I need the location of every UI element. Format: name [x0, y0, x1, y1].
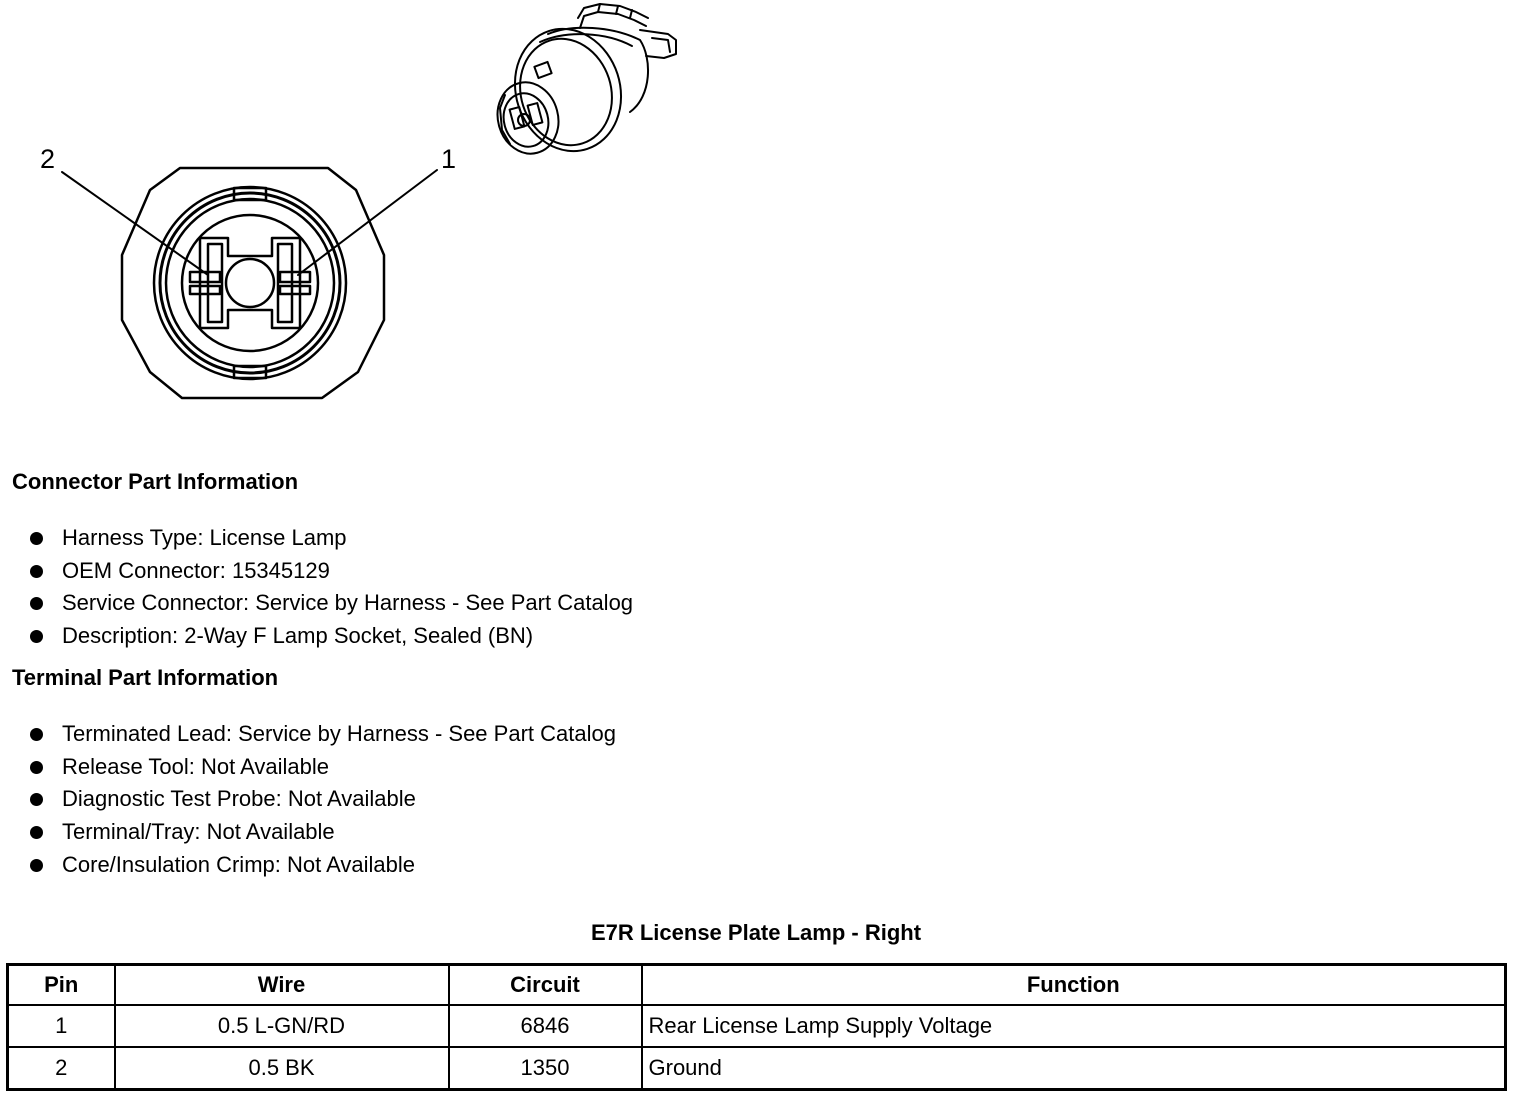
leader-line-2 [62, 172, 208, 275]
list-item [28, 751, 616, 784]
cell-wire: 0.5 L-GN/RD [115, 1005, 449, 1047]
list-item [28, 620, 633, 653]
terminal-part-info-list [28, 718, 616, 881]
bullet-icon [30, 630, 43, 643]
list-item-text: Release Tool: Not Available [62, 753, 330, 779]
bullet-icon [30, 532, 43, 545]
cell-circuit: 1350 [449, 1047, 642, 1090]
cell-pin: 1 [8, 1005, 115, 1047]
table-header-row [8, 965, 1506, 1006]
list-item-text: Diagnostic Test Probe: Not Available [62, 786, 416, 812]
list-item-text: OEM Connector: 15345129 [62, 557, 330, 583]
list-item-text: Description: 2-Way F Lamp Socket, Sealed (BN) [62, 623, 534, 649]
pin-table [6, 963, 1507, 1091]
connector-part-info-heading: Connector Part Information [12, 469, 299, 494]
list-item [28, 849, 616, 882]
list-item [28, 587, 633, 620]
list-item-text: Terminated Lead: Service by Harness - See Part Catalog [62, 721, 616, 746]
connector-face-view [122, 168, 384, 398]
list-item [28, 522, 633, 555]
list-item-text: Terminal/Tray: Not Available [62, 819, 335, 845]
pin-table-title: E7R License Plate Lamp - Right [590, 920, 922, 945]
cell-wire: 0.5 BK [115, 1047, 449, 1090]
list-item-text: Service Connector: Service by Harness - See Part Catalog [62, 590, 634, 616]
connector-diagram [0, 0, 760, 430]
table-row [8, 1005, 1506, 1047]
table-row [8, 1047, 1506, 1090]
bullet-icon [30, 826, 43, 839]
leader-line-1 [298, 170, 437, 275]
list-item [28, 783, 616, 816]
cell-function: Rear License Lamp Supply Voltage [642, 1005, 1506, 1047]
list-item-text: Harness Type: License Lamp [62, 525, 347, 550]
bullet-icon [30, 793, 43, 806]
column-header-wire: Wire [115, 965, 449, 1006]
connector-isometric-view [490, 4, 676, 165]
pin-callout-2: 2 [40, 144, 56, 174]
list-item [28, 555, 633, 588]
list-item [28, 718, 616, 751]
column-header-circuit: Circuit [449, 965, 642, 1006]
bullet-icon [30, 761, 43, 774]
list-item [28, 816, 616, 849]
cell-circuit: 6846 [449, 1005, 642, 1047]
list-item-text: Core/Insulation Crimp: Not Available [62, 851, 415, 877]
terminal-part-info-heading: Terminal Part Information [12, 665, 279, 690]
bullet-icon [30, 859, 43, 872]
cell-pin: 2 [8, 1047, 115, 1090]
bullet-icon [30, 597, 43, 610]
bullet-icon [30, 565, 43, 578]
column-header-function: Function [642, 965, 1506, 1006]
connector-part-info-list [28, 522, 633, 653]
bullet-icon [30, 728, 43, 741]
column-header-pin: Pin [8, 965, 115, 1006]
pin-callout-1: 1 [441, 144, 457, 174]
cell-function: Ground [642, 1047, 1506, 1090]
